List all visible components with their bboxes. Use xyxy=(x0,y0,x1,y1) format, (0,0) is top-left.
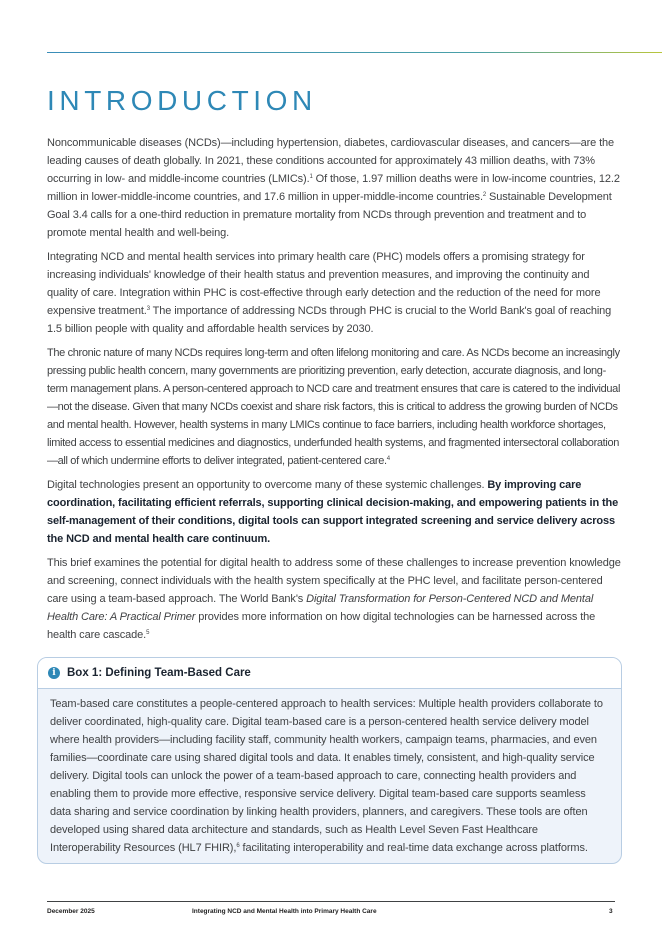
footnote-ref: 3 xyxy=(146,306,150,312)
paragraph-brief-scope: This brief examines the potential for digital health to address some of these challenges to increase prevention knowledge and screening, connect individuals with the health system specifically at the PHC level, and facilitate person-centered care using a team-based approach. The World Bank's Digital Transformation for Person-Centered NCD and Mental Health Care: A Practical Primer provides more information on how digital technologies can be harnessed across the health care cascade.$^5$ xyxy=(47,557,621,641)
box-title: Box 1: Defining Team-Based Care xyxy=(67,667,251,679)
paragraph-digital-technologies: Digital technologies present an opportunity to overcome many of these systemic challenges. By improving care coordination, facilitating efficient referrals, supporting clinical decision-making, and empowering patients in the self-management of their conditions, digital tools can support integrated screening and service delivery across the NCD and mental health care continuum. xyxy=(47,479,619,545)
info-icon: i xyxy=(48,667,60,679)
footnote-ref: 4 xyxy=(386,456,390,462)
box-header xyxy=(38,658,621,689)
footer-date: December 2025 xyxy=(47,908,95,915)
key-message: By improving care coordination, facilitating efficient referrals, supporting clinical decision-making, and empowering patients in the self-management of their conditions, digital tools can support integrated screening and service delivery across the NCD and mental health care continuum. xyxy=(47,479,619,545)
footnote-ref: 2 xyxy=(482,192,487,198)
box-body: Team-based care constitutes a people-centered approach to health services: Multiple health providers collaborate to deliver coordinated, high-quality care. Digital team-based care is a person-centered health service delivery model where health providers—including facility staff, community health workers, campaign teams, pharmacies, and even families—coordinate care using shared digital tools and data. It enables timely, consistent, and high-quality service delivery. Digital tools can unlock the power of a team-based approach to care, connecting health providers and enabling them to provide more effective, responsive service delivery. Digital team-based care supports seamless data sharing and service coordination by linking health providers, planners, and caregivers. These tools are often developed using shared data architecture and standards, such as Health Level Seven Fast Healthcare Interoperability Resources (HL7 FHIR),$^6$ facilitating interoperability and real-time data exchange across platforms. xyxy=(50,698,603,854)
header-rule xyxy=(47,52,662,53)
footnote-ref: 6 xyxy=(236,843,240,849)
paragraph-ncd-burden: Noncommunicable diseases (NCDs)—including hypertension, diabetes, cardiovascular diseases, and cancers—are the leading causes of death globally. In 2021, these conditions accounted for approximately 43 million deaths, with 73% occurring in low- and middle-income countries (LMICs).$^1$ Of those, 1.97 million deaths were in low-income countries, 12.2 million in lower-middle-income countries, and 17.6 million in upper-middle-income countries.$^2$ Sustainable Development Goal 3.4 calls for a one-third reduction in premature mortality from NCDs through prevention and treatment and to promote mental health and well-being. xyxy=(47,137,620,239)
paragraph-chronic-nature: The chronic nature of many NCDs requires long-term and often lifelong monitoring and care. As NCDs become an increasingly pressing public health concern, many governments are prioritizing prevention, early detection, accurate diagnosis, and long-term management plans. A person-centered approach to NCD care and treatment ensures that care is catered to the individual—not the disease. Given that many NCDs coexist and share risk factors, this is critical to address the growing burden of NCDs and mental health. However, health systems in many LMICs continue to face barriers, including health workforce shortages, limited access to essential medicines and diagnostics, underfunded health systems, and fragmented intersectoral collaboration—all of which undermine efforts to deliver integrated, patient-centered care.$^4$ xyxy=(47,347,621,467)
page-title: INTRODUCTION xyxy=(47,85,317,116)
footer-doc-title: Integrating NCD and Mental Health into Primary Health Care xyxy=(192,908,377,915)
primer-title: Digital Transformation for Person-Centered NCD and Mental Health Care: A Practical Primer xyxy=(47,593,594,623)
footnote-ref: 5 xyxy=(146,630,150,636)
main-content xyxy=(47,134,621,650)
page-number: 3 xyxy=(609,908,613,915)
footnote-ref: 1 xyxy=(309,174,313,180)
box-team-based-care xyxy=(37,657,622,864)
footer-rule xyxy=(47,901,615,902)
paragraph-integration: Integrating NCD and mental health services into primary health care (PHC) models offers a promising strategy for increasing individuals' knowledge of their health status and prevention measures, and improving the continuity and quality of care. Integration within PHC is cost-effective through early detection and the reduction of the need for more expensive treatment.$^3$ The importance of addressing NCDs through PHC is crucial to the World Bank's goal of reaching 1.5 billion people with quality and affordable health services by 2030. xyxy=(47,251,612,335)
